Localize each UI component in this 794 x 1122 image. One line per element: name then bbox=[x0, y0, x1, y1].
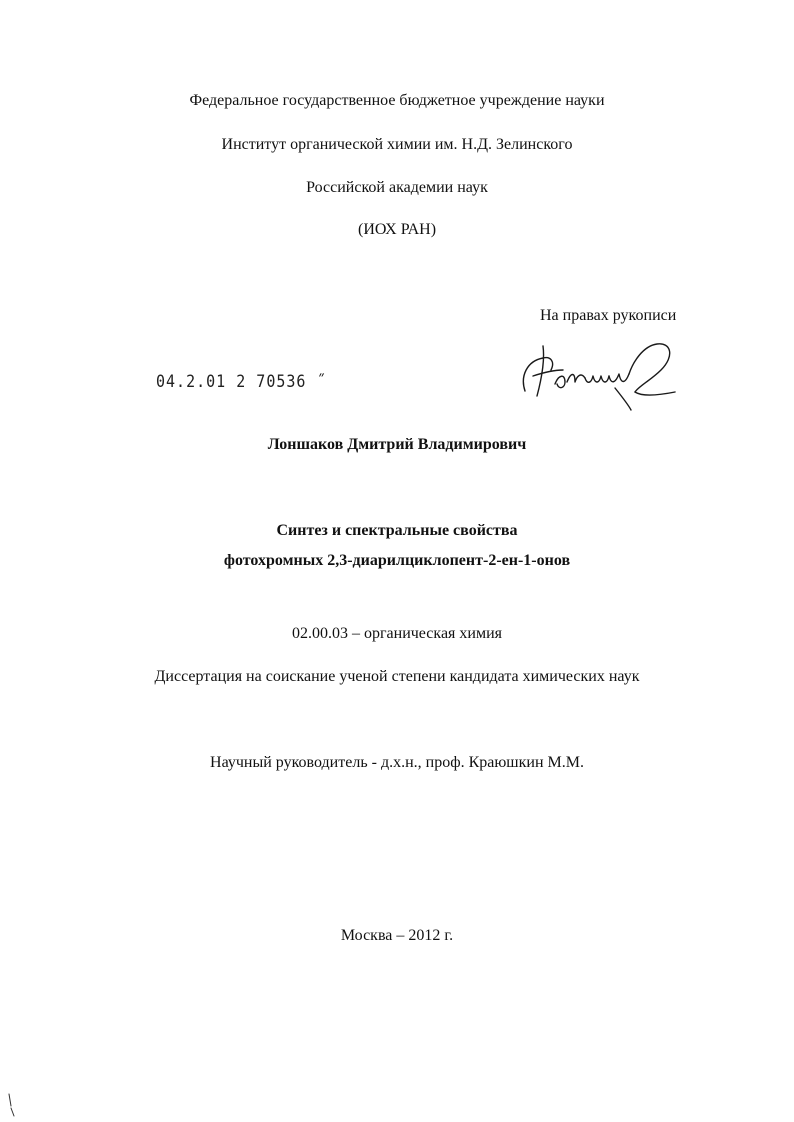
specialty: 02.00.03 – органическая химия bbox=[291, 625, 503, 642]
institution-line-4: (ИОХ РАН) bbox=[357, 221, 437, 238]
registration-number: 04.2.01 2 70536 ˝ bbox=[156, 371, 327, 392]
title-line-1: Синтез и спектральные свойства bbox=[276, 522, 518, 539]
signature-image bbox=[515, 336, 685, 411]
scan-margin-mark bbox=[5, 1092, 25, 1120]
institution-line-1: Федеральное государственное бюджетное учреждение науки bbox=[189, 92, 605, 109]
supervisor: Научный руководитель - д.х.н., проф. Краюшкин М.М. bbox=[210, 754, 584, 771]
institution-line-2: Институт органической химии им. Н.Д. Зелинского bbox=[221, 136, 573, 153]
institution-line-3: Российской академии наук bbox=[306, 179, 488, 196]
author-name: Лоншаков Дмитрий Владимирович bbox=[267, 436, 527, 453]
title-line-2: фотохромных 2,3-диарилциклопент-2-ен-1-онов bbox=[223, 552, 571, 569]
place-year: Москва – 2012 г. bbox=[340, 927, 454, 944]
manuscript-note: На правах рукописи bbox=[540, 307, 677, 324]
degree-statement: Диссертация на соискание ученой степени кандидата химических наук bbox=[154, 668, 640, 685]
